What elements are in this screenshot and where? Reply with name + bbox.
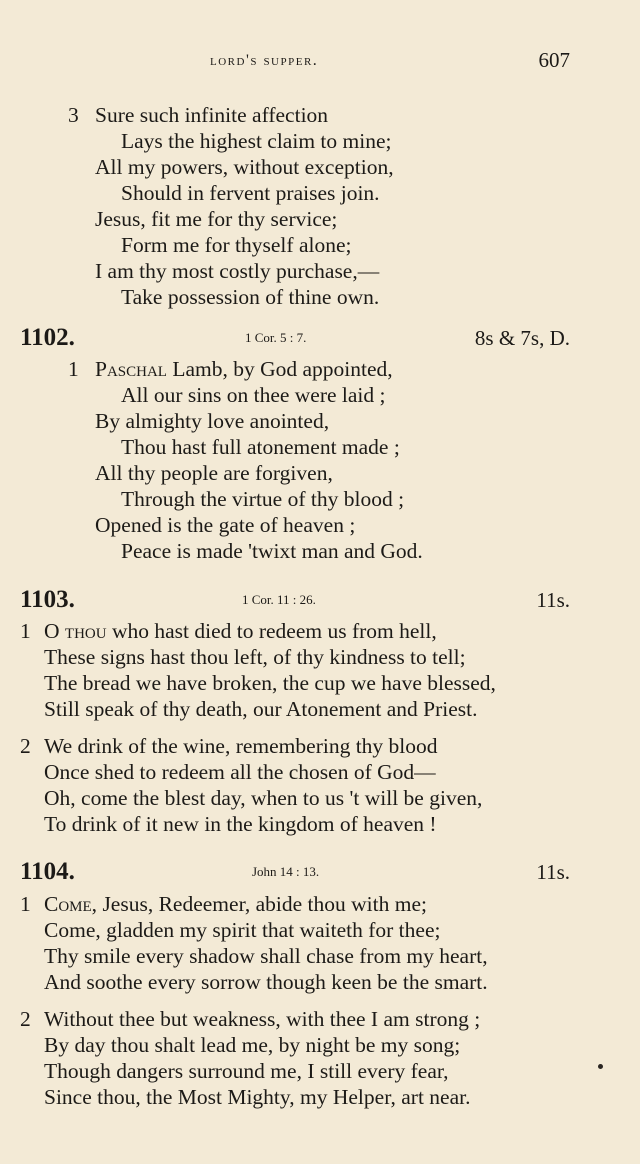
hymn-number: 1104. [20, 858, 75, 885]
page-number: 607 [538, 48, 570, 72]
hymn-meter: 11s. [536, 588, 570, 612]
stanza-number: 2 [20, 1007, 31, 1031]
hymn-line: Sure such infinite affection [95, 103, 329, 127]
hymn-meter: 11s. [536, 860, 570, 884]
page-header [0, 48, 640, 76]
stanza-number: 3 [68, 103, 79, 127]
hymn-line: Lays the highest claim to mine; [121, 129, 392, 153]
first-word: O thou [44, 619, 107, 643]
running-title: lord's supper. [210, 52, 319, 69]
hymn-line: By day thou shalt lead me, by night be my song; [44, 1033, 461, 1057]
stanza-number: 1 [20, 892, 31, 916]
hymn-number: 1103. [20, 586, 75, 613]
hymn-line: To drink of it new in the kingdom of heaven ! [44, 812, 437, 836]
hymn-line: By almighty love anointed, [95, 409, 330, 433]
hymn-line: Thy smile every shadow shall chase from my heart, [44, 944, 488, 968]
hymn-line-first [44, 891, 427, 917]
hymn-line: Should in fervent praises join. [121, 181, 380, 205]
hymn-heading [20, 324, 570, 354]
hymn-line: Thou hast full atonement made ; [121, 435, 400, 459]
first-line-rest: who hast died to redeem us from hell, [106, 619, 437, 643]
first-line-rest: Jesus, Redeemer, abide thou with me; [97, 892, 427, 916]
scripture-reference: 1 Cor. 5 : 7. [245, 330, 307, 345]
hymn-line: Through the virtue of thy blood ; [121, 487, 405, 511]
hymn-heading [20, 858, 570, 888]
hymn-line: Peace is made 'twixt man and God. [121, 539, 423, 563]
hymn-line-first [95, 356, 393, 382]
hymn-line: And soothe every sorrow though keen be the smart. [44, 970, 488, 994]
first-line-rest: Lamb, by God appointed, [166, 357, 393, 381]
hymn-line: All our sins on thee were laid ; [121, 383, 386, 407]
hymn-line: Without thee but weakness, with thee I am strong ; [44, 1007, 481, 1031]
first-word: Come, [44, 892, 98, 916]
hymn-line: All thy people are forgiven, [95, 461, 333, 485]
hymn-line: Come, gladden my spirit that waiteth for thee; [44, 918, 441, 942]
hymn-heading [20, 586, 570, 616]
hymn-line: Still speak of thy death, our Atonement and Priest. [44, 697, 478, 721]
hymn-line-first [44, 618, 437, 644]
stanza-number: 1 [68, 357, 79, 381]
hymn-meter: 8s & 7s, D. [474, 326, 570, 350]
hymn-line: The bread we have broken, the cup we have blessed, [44, 671, 496, 695]
hymn-line: These signs hast thou left, of thy kindness to tell; [44, 645, 466, 669]
hymn-line: Opened is the gate of heaven ; [95, 513, 356, 537]
stanza-number: 1 [20, 619, 31, 643]
hymn-line: We drink of the wine, remembering thy blood [44, 734, 438, 758]
scripture-reference: John 14 : 13. [252, 864, 320, 879]
first-word: Paschal [95, 357, 167, 381]
hymn-line: All my powers, without exception, [95, 155, 394, 179]
hymn-line: Though dangers surround me, I still every fear, [44, 1059, 449, 1083]
hymn-line: Form me for thyself alone; [121, 233, 352, 257]
hymn-line: Jesus, fit me for thy service; [95, 207, 338, 231]
hymn-line: Since thou, the Most Mighty, my Helper, art near. [44, 1085, 471, 1109]
hymn-line: Oh, come the blest day, when to us 't will be given, [44, 786, 483, 810]
scripture-reference: 1 Cor. 11 : 26. [242, 592, 316, 607]
ink-speck [598, 1064, 603, 1069]
hymn-line: I am thy most costly purchase,— [95, 259, 380, 283]
hymn-number: 1102. [20, 324, 75, 351]
hymn-line: Take possession of thine own. [121, 285, 380, 309]
hymn-line: Once shed to redeem all the chosen of God— [44, 760, 436, 784]
stanza-number: 2 [20, 734, 31, 758]
